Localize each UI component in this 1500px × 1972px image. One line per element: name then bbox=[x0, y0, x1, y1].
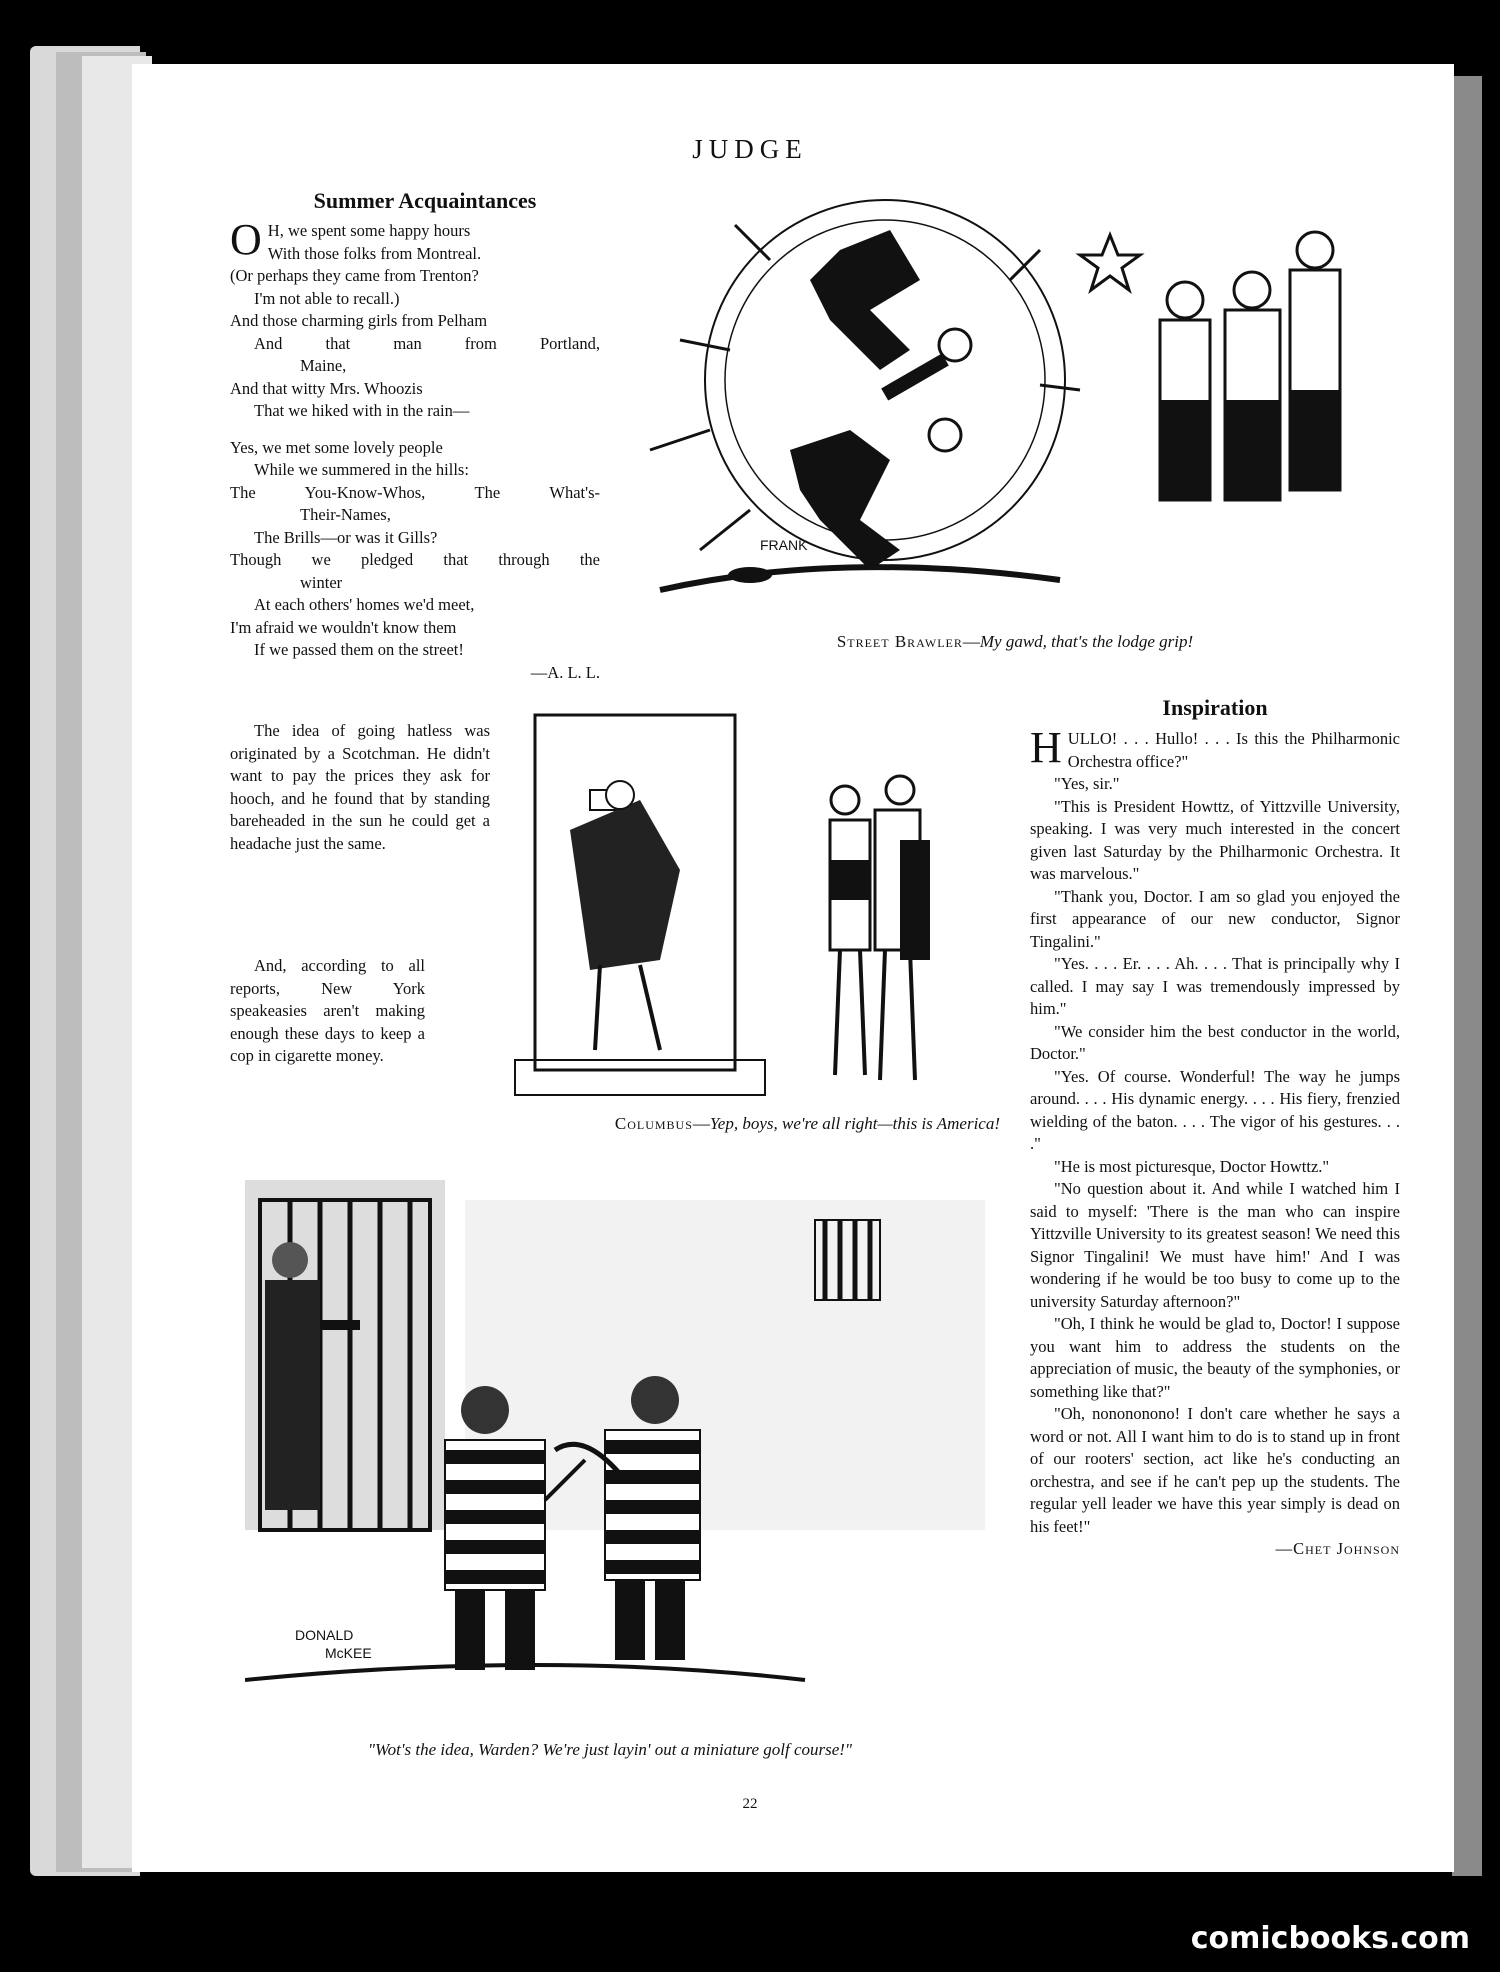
poem-line: Their-Names, bbox=[300, 505, 391, 524]
inspiration-author: —Chet Johnson bbox=[1275, 1539, 1400, 1558]
poem-line: Yes, we met some lovely people bbox=[230, 437, 443, 457]
inspiration-paragraph: "Thank you, Doctor. I am so glad you enjoyed the first appearance of our new conductor, Signor Tingalini." bbox=[1030, 886, 1400, 951]
inspiration-paragraph: "This is President Howttz, of Yittzville University, speaking. I was very much interested in the concert given last Saturday by the Philharmonic Orchestra. It was marvelous." bbox=[1030, 796, 1400, 883]
poem-title: Summer Acquaintances bbox=[313, 188, 537, 213]
inspiration-paragraph: "We consider him the best conductor in the world, Doctor." bbox=[1030, 1021, 1400, 1063]
cartoon2-speaker: Columbus bbox=[614, 1114, 693, 1133]
cartoon1-speaker: Street Brawler bbox=[836, 632, 963, 651]
inspiration-drop-cap: H bbox=[1030, 723, 1062, 772]
cartoon2-caption: Yep, boys, we're all right—this is America! bbox=[709, 1114, 1000, 1133]
filler-hatless-text: The idea of going hatless was originated by a Scotchman. He didn't want to pay the prices they ask for hooch, and he found that by standing bareheaded in the sun he could get a headache just the same. bbox=[230, 721, 490, 853]
cartoon2-caption-line: Columbus—Yep, boys, we're all right—this is America! bbox=[614, 1114, 1000, 1133]
poem-line: Though we pledged that through the bbox=[230, 550, 600, 569]
poem-line: Maine, bbox=[300, 356, 347, 375]
inspiration-title: Inspiration bbox=[1162, 695, 1268, 720]
watermark: comicbooks.com bbox=[1190, 1921, 1470, 1956]
poem-line: While we summered in the hills: bbox=[254, 460, 469, 479]
poem-line: I'm not able to recall.) bbox=[254, 288, 400, 308]
poem-line: If we passed them on the street! bbox=[254, 640, 464, 659]
inspiration-paragraph: "Yes. Of course. Wonderful! The way he jumps around. . . . His dynamic energy. . . . His fiery, frenzied wielding of the baton. . . . The vigor of his gestures. . . ." bbox=[1030, 1066, 1400, 1153]
poem-first-line: H, we spent some happy hours bbox=[267, 221, 471, 240]
poem-line: With those folks from Montreal. bbox=[267, 243, 482, 263]
cartoon-prison-golf bbox=[245, 1180, 985, 1730]
poem-drop-cap: O bbox=[230, 215, 262, 264]
poem-line: That we hiked with in the rain— bbox=[254, 401, 470, 420]
poem-line: And those charming girls from Pelham bbox=[230, 311, 488, 330]
inspiration-paragraph: "Yes. . . . Er. . . . Ah. . . . That is principally why I called. I may say I was tremendously impressed by him." bbox=[1030, 954, 1400, 1018]
cartoon1-caption-line: Street Brawler—My gawd, that's the lodge grip! bbox=[836, 632, 1194, 651]
poem-author: —A. L. L. bbox=[530, 662, 600, 682]
inspiration-paragraph: "Oh, I think he would be glad to, Doctor! I suppose you want him to address the students on the appreciation of music, the beauty of the symphonies, or something like that?" bbox=[1030, 1314, 1400, 1401]
poem-summer-acquaintances bbox=[230, 188, 600, 684]
inspiration-paragraph: "Oh, nonononono! I don't care whether he says a word or not. All I want him to do is to stand up in front of our rooters' section, act like he's conducting an orchestra, and see if he can't pep up the students. The regular yell leader we have this year simply is dead on his feet!" bbox=[1030, 1404, 1400, 1536]
inspiration-paragraph: "No question about it. And while I watched him I said to myself: 'There is the man who can inspire Yittzville University to its greatest season! We need this Signor Tingalini! We must have him!' And I was wondering if he would be too busy to come up to the university Saturday afternoon?" bbox=[1030, 1179, 1400, 1311]
filler-hatless bbox=[230, 720, 490, 855]
poem-line: (Or perhaps they came from Trenton? bbox=[230, 266, 479, 285]
poem-line: And that witty Mrs. Whoozis bbox=[230, 378, 423, 398]
cartoon3-signature-line2: McKEE bbox=[325, 1645, 372, 1661]
poem-line: At each others' homes we'd meet, bbox=[254, 595, 475, 614]
cartoon1-signature: FRANK bbox=[760, 537, 808, 553]
poem-line: The Brills—or was it Gills? bbox=[254, 527, 438, 547]
poem-line: I'm afraid we wouldn't know them bbox=[230, 617, 457, 637]
inspiration-story bbox=[1030, 723, 1400, 1561]
filler-speakeasies-text: And, according to all reports, New York speakeasies aren't making enough these days to keep a cop in cigarette money. bbox=[230, 956, 425, 1065]
masthead: JUDGE bbox=[692, 134, 808, 164]
book-right-edge bbox=[1452, 76, 1482, 1876]
poem-line: And that man from Portland, bbox=[254, 333, 600, 353]
filler-speakeasies bbox=[230, 955, 425, 1068]
inspiration-paragraph: "He is most picturesque, Doctor Howttz." bbox=[1054, 1156, 1330, 1176]
cartoon-columbus bbox=[460, 710, 1000, 1110]
cartoon1-caption: My gawd, that's the lodge grip! bbox=[979, 632, 1194, 651]
cartoon3-signature-line1: DONALD bbox=[295, 1627, 354, 1643]
inspiration-first-paragraph: ULLO! . . . Hullo! . . . Is this the Philharmonic Orchestra office?" bbox=[1067, 729, 1400, 771]
cartoon-street-brawler bbox=[640, 190, 1390, 630]
cartoon3-caption: "Wot's the idea, Warden? We're just layin' out a miniature golf course!" bbox=[367, 1740, 853, 1759]
page-number: 22 bbox=[742, 1796, 758, 1812]
poem-line: The You-Know-Whos, The What's- bbox=[230, 482, 600, 502]
poem-line: winter bbox=[300, 572, 343, 592]
inspiration-paragraph: "Yes, sir." bbox=[1054, 774, 1120, 793]
